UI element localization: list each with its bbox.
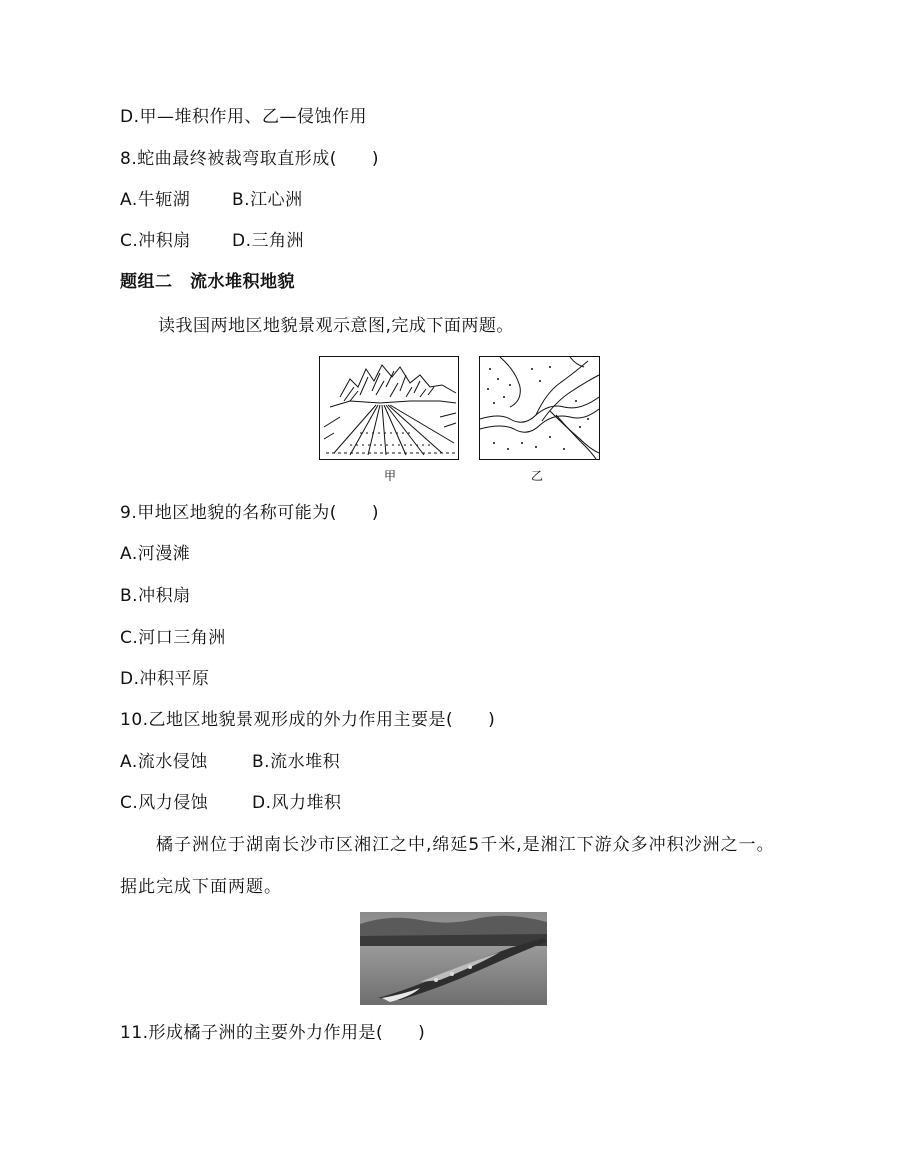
q9-option-b: B.冲积扇: [120, 586, 191, 606]
figure-jia-caption: 甲: [384, 469, 397, 483]
q8-option-c: C.冲积扇: [120, 231, 191, 251]
q8-option-a: A.牛轭湖: [120, 190, 191, 210]
q9-stem: 9.甲地区地貌的名称可能为( ): [120, 503, 379, 523]
q10-options-cd: [120, 792, 342, 814]
q8-option-d: D.三角洲: [232, 231, 304, 251]
group2-heading: 题组二 流水堆积地貌: [120, 272, 295, 292]
photo-juzizhou-island: [360, 912, 547, 1005]
q10-option-b: B.流水堆积: [252, 752, 341, 772]
q9-option-c: C.河口三角洲: [120, 628, 226, 648]
q8-option-b: B.江心洲: [232, 190, 303, 210]
figure-jia-alluvial-fan: [319, 356, 459, 460]
q9-option-d: D.冲积平原: [120, 669, 210, 689]
passage-juzizhou: 橘子洲位于湖南长沙市区湘江之中,绵延5千米,是湘江下游众多冲积沙洲之一。据此完成下面两题。: [120, 835, 775, 897]
group2-intro: 读我国两地区地貌景观示意图,完成下面两题。: [158, 316, 514, 336]
q10-stem: 10.乙地区地貌景观形成的外力作用主要是( ): [120, 710, 496, 730]
figure-yi-caption: 乙: [531, 469, 544, 483]
q10-option-d: D.风力堆积: [252, 793, 342, 813]
q8-stem: 8.蛇曲最终被裁弯取直形成( ): [120, 149, 379, 169]
island-photo: [360, 912, 547, 1005]
q7-option-d: D.甲—堆积作用、乙—侵蚀作用: [120, 107, 367, 127]
river-delta-sketch: [480, 357, 599, 459]
q10-option-a: A.流水侵蚀: [120, 752, 208, 772]
q11-stem: 11.形成橘子洲的主要外力作用是( ): [120, 1023, 426, 1043]
q9-option-a: A.河漫滩: [120, 544, 191, 564]
figure-yi-river-delta: [479, 356, 600, 460]
q10-options-ab: [120, 751, 340, 773]
q8-options-cd: [120, 230, 304, 252]
q8-options-ab: [120, 189, 303, 211]
alluvial-fan-sketch: [320, 357, 458, 459]
q10-option-c: C.风力侵蚀: [120, 793, 209, 813]
